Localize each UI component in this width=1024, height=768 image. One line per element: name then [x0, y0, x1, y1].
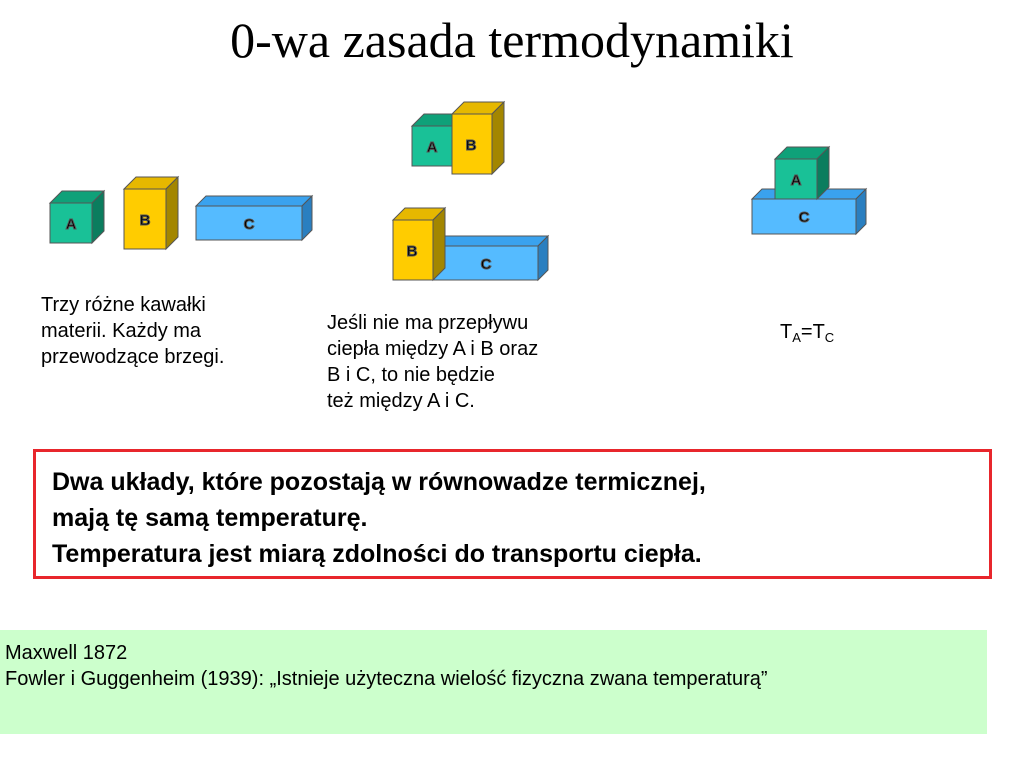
block-c-2 — [432, 236, 548, 280]
block-c-label: C — [798, 209, 810, 226]
block-b-label: B — [406, 243, 418, 260]
highlight-line: Temperatura jest miarą zdolności do transportu ciepła. — [52, 540, 702, 568]
caption-three-pieces: Trzy różne kawałki materii. Każdy ma przewodzące brzegi. — [41, 294, 225, 368]
block-a-label: A — [65, 216, 77, 233]
slide-title: 0-wa zasada termodynamiki — [230, 12, 794, 68]
reference-line: Maxwell 1872 — [5, 642, 128, 664]
highlight-line: Dwa układy, które pozostają w równowadze termicznej, — [52, 468, 706, 496]
block-b-label: B — [139, 212, 151, 229]
block-a-3 — [775, 147, 829, 199]
block-a-1 — [50, 191, 104, 243]
reference-line: Fowler i Guggenheim (1939): „Istnieje użyteczna wielość fizyczna zwana temperaturą” — [5, 668, 768, 690]
highlight-line: mają tę samą temperaturę. — [52, 504, 368, 532]
block-c-1 — [196, 196, 312, 240]
block-b-3 — [393, 208, 445, 280]
caption-temperature-equality: $T_A=T_C$ — [780, 321, 835, 345]
block-a-label: A — [426, 139, 438, 156]
block-c-label: C — [480, 256, 492, 273]
highlight-box — [33, 449, 992, 579]
reference-box — [0, 630, 987, 734]
caption-no-flow: Jeśli nie ma przepływu ciepła między A i B oraz B i C, to nie będzie też między A i C. — [327, 312, 539, 412]
block-b-1 — [124, 177, 178, 249]
block-c-label: C — [243, 216, 255, 233]
block-b-2 — [452, 102, 504, 174]
block-a-label: A — [790, 172, 802, 189]
block-b-label: B — [465, 137, 477, 154]
